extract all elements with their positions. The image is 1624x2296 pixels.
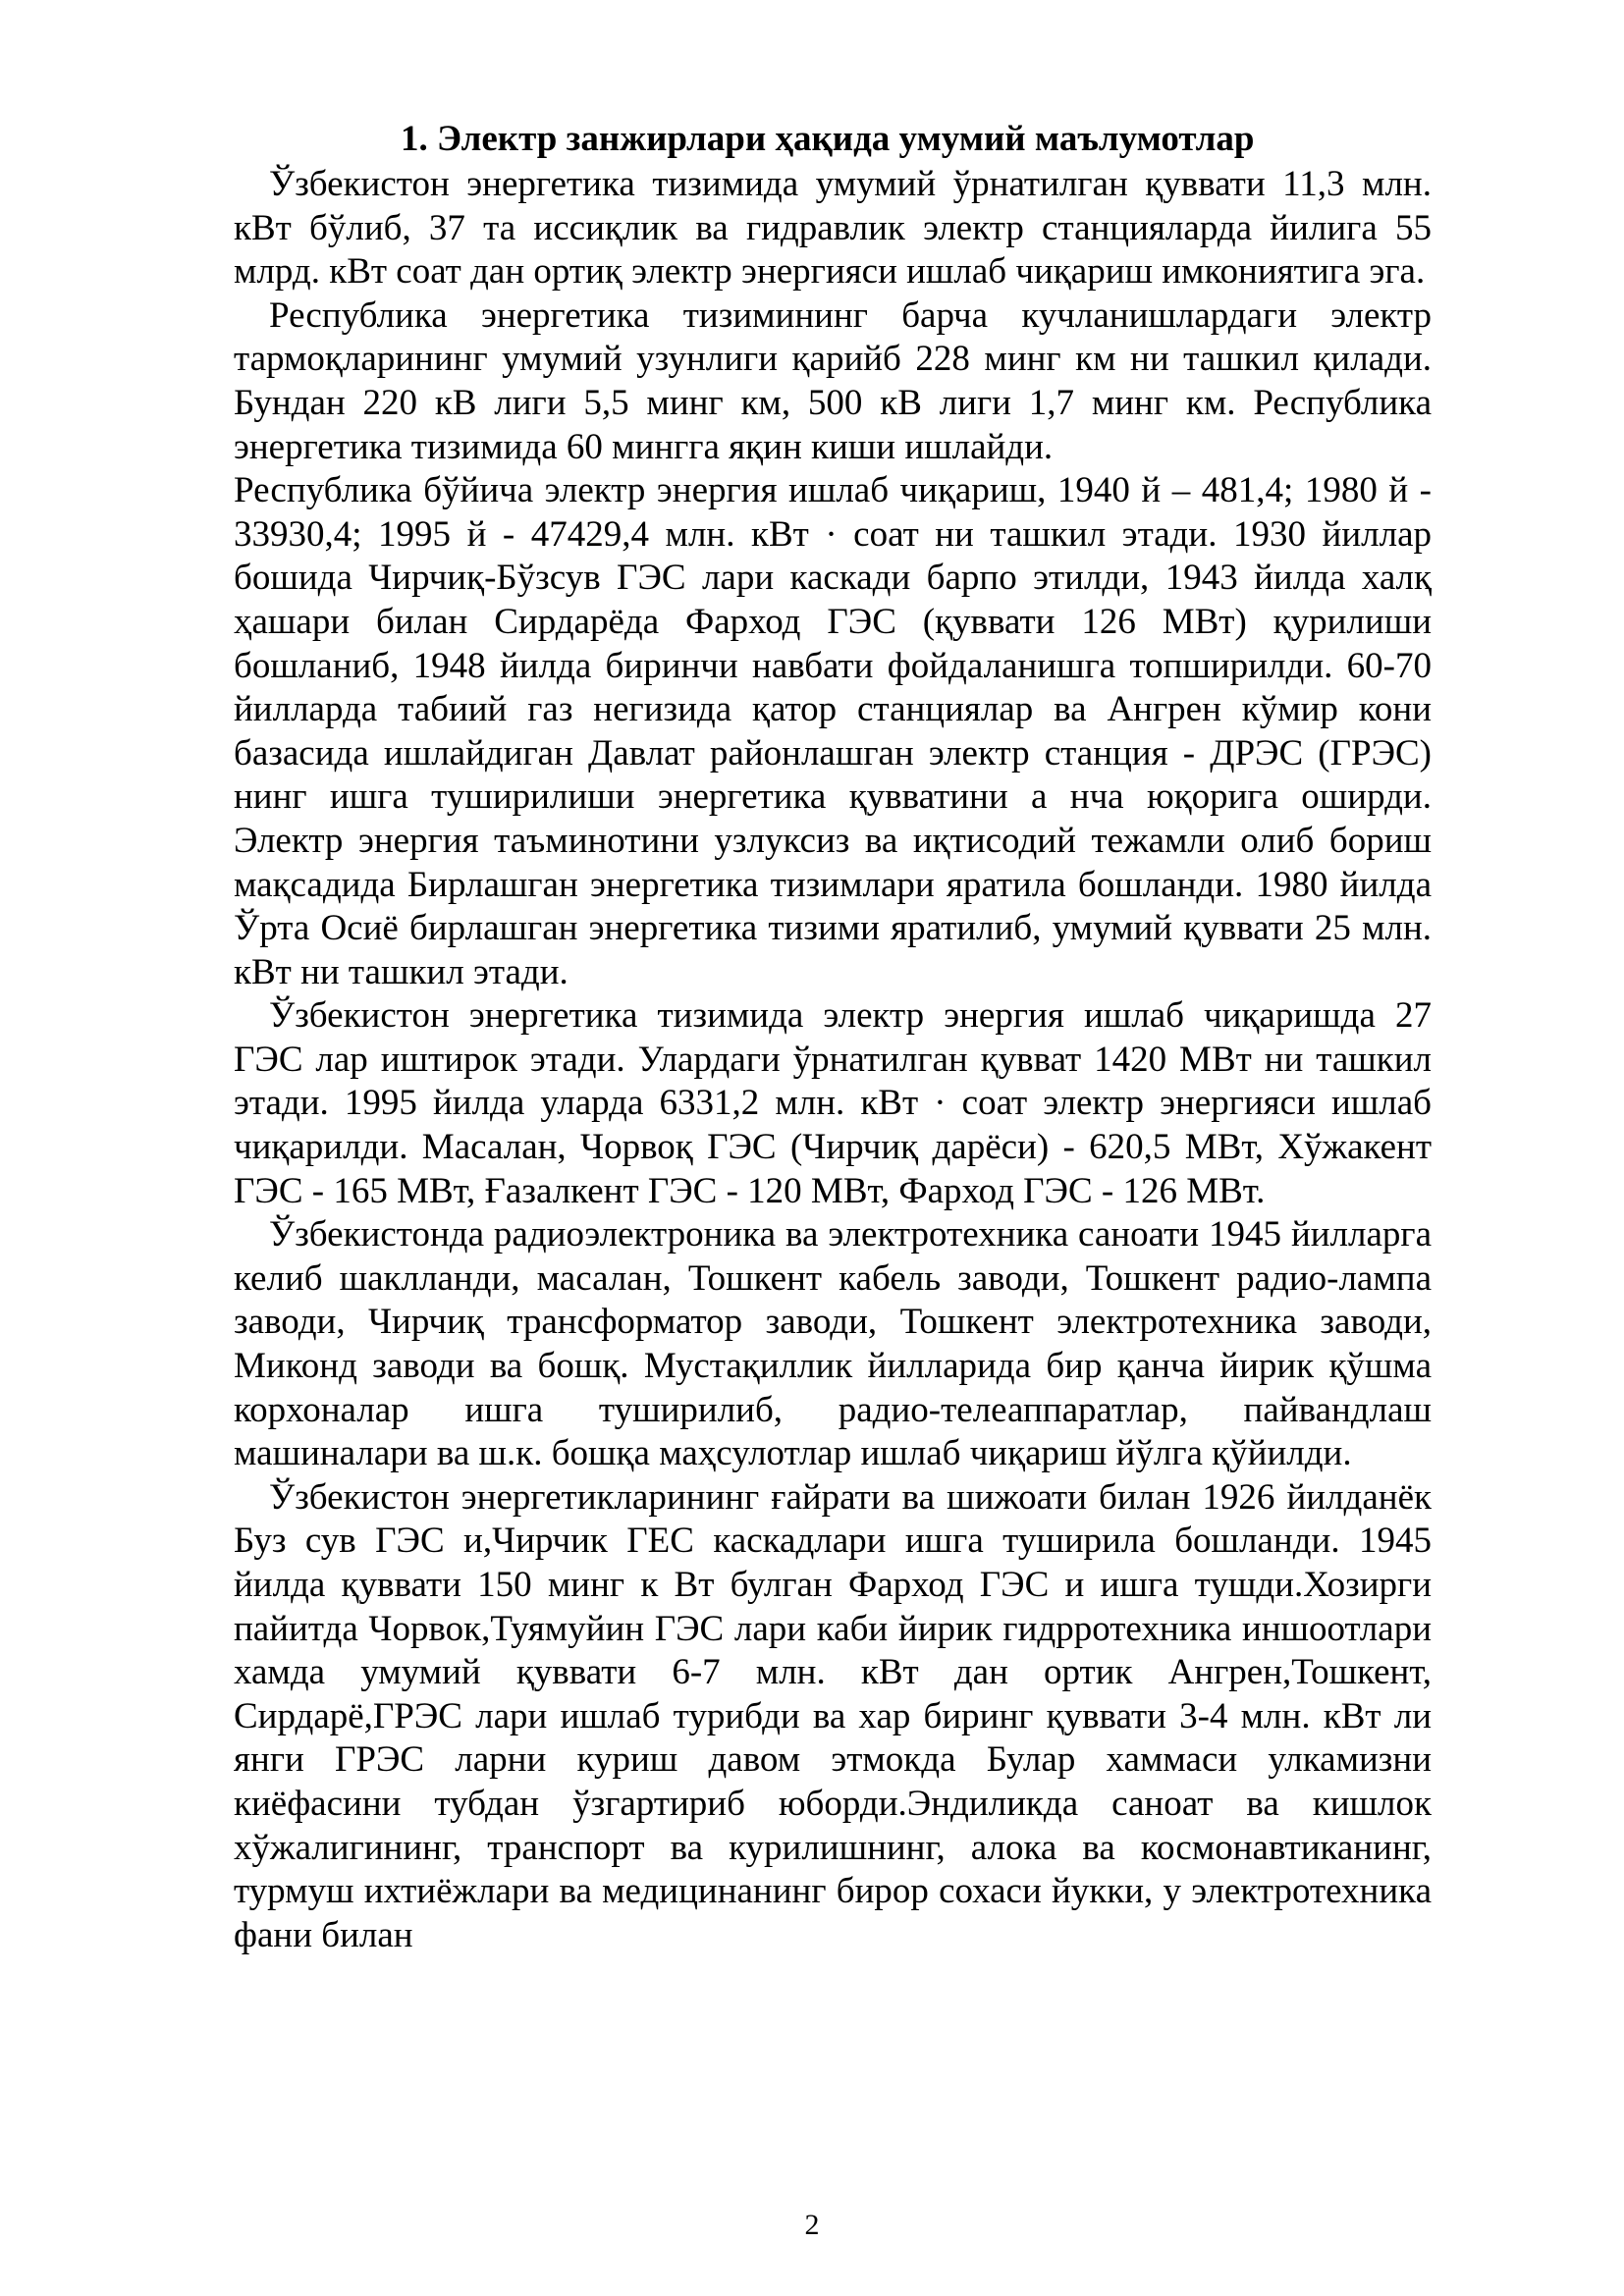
section-heading: 1. Электр занжирлари ҳақида умумий маълумотлар <box>401 119 1255 159</box>
paragraph-4: Ўзбекистон энергетика тизимида электр энергия ишлаб чиқаришда 27 ГЭС лар иштирок этади. Улардаги ўрнатилган қувват 1420 МВт ни ташкил этади. 1995 йилда уларда 6331,2 млн. кВт · соат электр энергияси ишлаб чиқарилди. Масалан, Чорвоқ ГЭС (Чирчиқ дарёси) - 620,5 МВт, Хўжакент ГЭС - 165 МВт, Ғазалкент ГЭС - 120 МВт, Фарход ГЭС - 126 МВт. <box>234 995 1432 1211</box>
document-page <box>234 116 1432 1957</box>
paragraph-3: Республика бўйича электр энергия ишлаб чиқариш, 1940 й – 481,4; 1980 й - 33930,4; 1995 й - 47429,4 млн. кВт · соат ни ташкил этади. 1930 йиллар бошида Чирчиқ-Бўзсув ГЭС лари каскади барпо этилди, 1943 йилда халқ ҳашари билан Сирдарёда Фарход ГЭС (қуввати 126 МВт) қурилиши бошланиб, 1948 йилда биринчи навбати фойдаланишга топширилди. 60-70 йилларда табиий газ негизида қатор станциялар ва Ангрен кўмир кони базасида ишлайдиган Давлат районлашган электр станция - ДРЭС (ГРЭС) нинг ишга туширилиши энергетика қувватини а нча юқорига оширди. Электр энергия таъминотини узлуксиз ва иқтисодий тежамли олиб бориш мақсадида Бирлашган энергетика тизимлари яратила бошланди. 1980 йилда Ўрта Осиё бирлашган энергетика тизими яратилиб, умумий қуввати 25 млн. кВт ни ташкил этади. <box>234 470 1432 992</box>
paragraph-2: Республика энергетика тизимининг барча кучланишлардаги электр тармоқларининг умумий узунлиги қарийб 228 минг км ни ташкил қилади. Бундан 220 кВ лиги 5,5 минг км, 500 кВ лиги 1,7 минг км. Республика энергетика тизимида 60 мингга яқин киши ишлайди. <box>234 294 1432 467</box>
paragraph-6: Ўзбекистон энергетикларининг ғайрати ва шижоати билан 1926 йилданёк Буз сув ГЭС и,Чирчик ГЕС каскадлари ишга туширила бошланди. 1945 йилда қуввати 150 минг к Вт булган Фарход ГЭС и ишга тушди.Хозирги пайитда Чорвок,Туямуйин ГЭС лари каби йирик гидрротехника иншоотлари хамда умумий қуввати 6-7 млн. кВт дан ортик Ангрен,Тошкент, Сирдарё,ГРЭС лари ишлаб турибди ва хар биринг қуввати 3-4 млн. кВт ли янги ГРЭС ларни куриш давом этмокда Булар хаммаси улкамизни киёфасини тубдан ўзгартириб юборди.Эндиликда саноат ва кишлок хўжалигининг, транспорт ва курилишнинг, алока ва космонавтиканинг, турмуш ихтиёжлари ва медицинанинг бирор сохаси йукки, у электротехника фани билан <box>234 1476 1432 1955</box>
paragraph-5: Ўзбекистонда радиоэлектроника ва электротехника саноати 1945 йилларга келиб шаклланди, масалан, Тошкент кабель заводи, Тошкент радио-лампа заводи, Чирчиқ трансформатор заводи, Тошкент электротехника заводи, Миконд заводи ва бошқ. Мустақиллик йилларида бир қанча йирик қўшма корхоналар ишга туширилиб, радио-телеаппаратлар, пайвандлаш машиналари ва ш.к. бошқа маҳсулотлар ишлаб чиқариш йўлга қўйилди. <box>234 1214 1432 1474</box>
paragraph-1: Ўзбекистон энергетика тизимида умумий ўрнатилган қуввати 11,3 млн. кВт бўлиб, 37 та иссиқлик ва гидравлик электр станцияларда йилига 55 млрд. кВт соат дан ортиқ электр энергияси ишлаб чиқариш имкониятига эга. <box>234 164 1432 293</box>
page-number: 2 <box>804 2209 820 2241</box>
